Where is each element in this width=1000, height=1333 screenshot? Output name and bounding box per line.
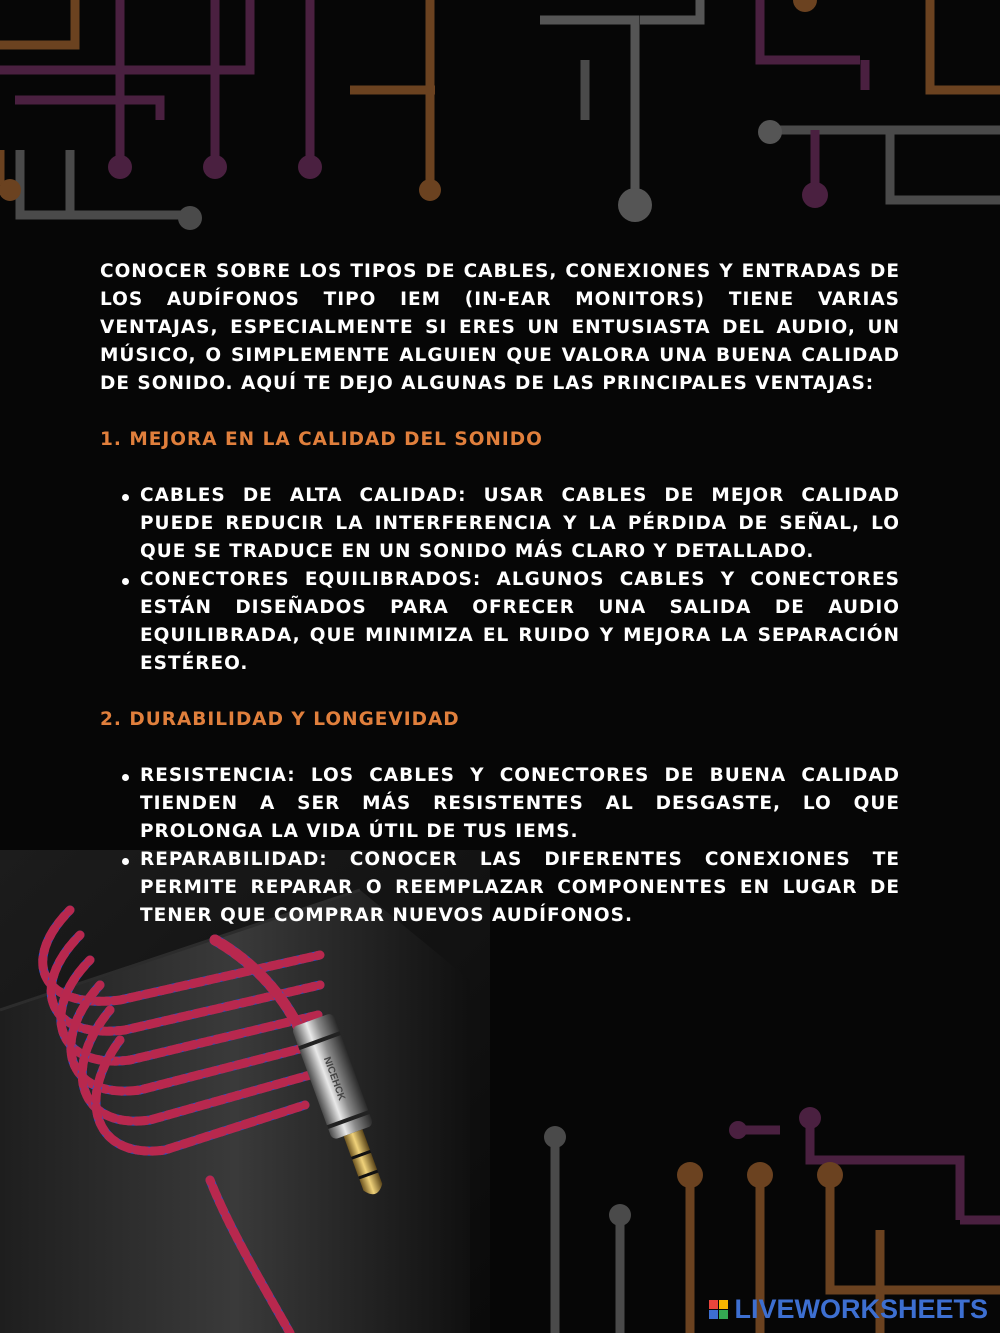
bullet-list-sound-quality <box>100 482 900 678</box>
document-body <box>100 258 900 930</box>
bullet-icon <box>122 774 129 781</box>
list-item <box>100 482 900 566</box>
bullet-icon <box>122 578 129 585</box>
bullet-text: CONECTORES EQUILIBRADOS: ALGUNOS CABLES Y CONECTORES ESTÁN DISEÑADOS PARA OFRECER UNA SALIDA DE AUDIO EQUILIBRADA, QUE MINIMIZA EL RUIDO Y MEJORA LA SEPARACIÓN ESTÉREO. <box>140 569 900 674</box>
intro-paragraph: CONOCER SOBRE LOS TIPOS DE CABLES, CONEXIONES Y ENTRADAS DE LOS AUDÍFONOS TIPO IEM (IN-EAR MONITORS) TIENE VARIAS VENTAJAS, ESPECIALMENTE SI ERES UN ENTUSIASTA DEL AUDIO, UN MÚSICO, O SIMPLEMENTE ALGUIEN QUE VALORA UNA BUENA CALIDAD DE SONIDO. AQUÍ TE DEJO ALGUNAS DE LAS PRINCIPALES VENTAJAS: <box>100 261 900 394</box>
bullet-text: REPARABILIDAD: CONOCER LAS DIFERENTES CONEXIONES TE PERMITE REPARAR O REEMPLAZAR COMPONENTES EN LUGAR DE TENER QUE COMPRAR NUEVOS AUDÍFONOS. <box>140 849 900 926</box>
liveworksheets-watermark[interactable] <box>709 1295 988 1323</box>
list-item <box>100 762 900 846</box>
bullet-list-durability <box>100 762 900 930</box>
section-heading-durability: 2. DURABILIDAD Y LONGEVIDAD <box>100 709 460 730</box>
bullet-text: RESISTENCIA: LOS CABLES Y CONECTORES DE BUENA CALIDAD TIENDEN A SER MÁS RESISTENTES AL DESGASTE, LO QUE PROLONGA LA VIDA ÚTIL DE TUS IEMS. <box>140 765 900 842</box>
brand-name: LIVEWORKSHEETS <box>734 1294 988 1324</box>
section-heading-sound-quality: 1. MEJORA EN LA CALIDAD DEL SONIDO <box>100 429 543 450</box>
bullet-icon <box>122 494 129 501</box>
connector-marking: NICEHCK <box>320 1055 347 1103</box>
list-item <box>100 566 900 678</box>
liveworksheets-logo-icon <box>709 1300 728 1319</box>
bullet-text: CABLES DE ALTA CALIDAD: USAR CABLES DE MEJOR CALIDAD PUEDE REDUCIR LA INTERFERENCIA Y LA PÉRDIDA DE SEÑAL, LO QUE SE TRADUCE EN UN SONIDO MÁS CLARO Y DETALLADO. <box>140 485 900 562</box>
list-item <box>100 846 900 930</box>
bullet-icon <box>122 858 129 865</box>
